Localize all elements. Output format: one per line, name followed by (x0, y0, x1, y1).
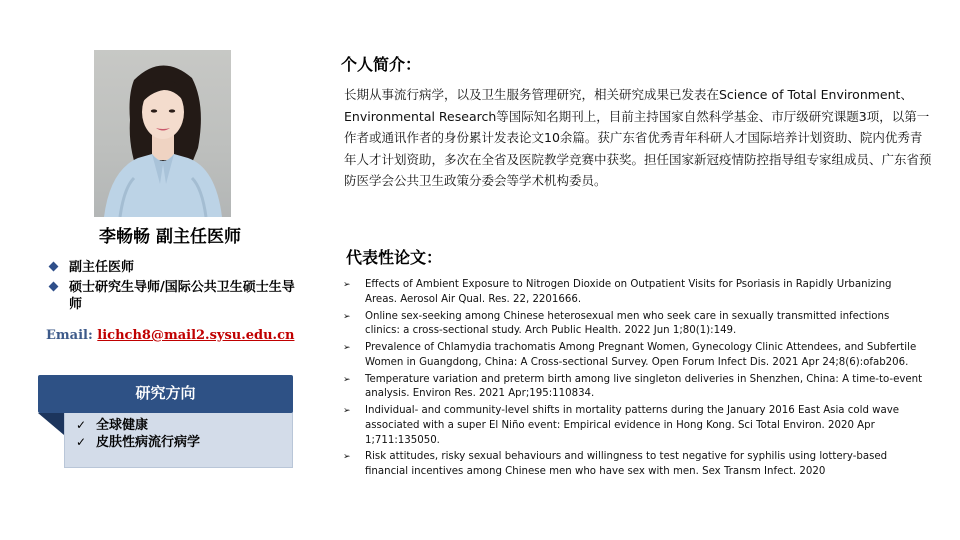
arrow-bullet-icon: ➢ (343, 280, 351, 290)
paper-item (343, 450, 925, 480)
arrow-bullet-icon: ➢ (343, 406, 351, 416)
diamond-bullet-icon (49, 282, 59, 292)
arrow-bullet-icon: ➢ (343, 374, 351, 385)
paper-item (343, 310, 925, 340)
doctor-name: 李畅畅 副主任医师 (99, 227, 241, 247)
check-icon: ✓ (76, 435, 87, 449)
title-item (46, 259, 306, 276)
title-text: 副主任医师 (69, 260, 135, 275)
paper-citation: Individual- and community-level shifts in mortality patterns during the January 2016 East Asia cold wave associated with a super El Niño event: Empirical evidence in Hong Kong. Sci Total Environ. 2020 Apr 1;711:135050. (365, 405, 900, 446)
intro-text: 长期从事流行病学，以及卫生服务管理研究，相关研究成果已发表在Science of Total Environment、Environmental Research等国际知名期刊上，目前主持国家自然科学基金、市厅级研究课题3项，以第一作者或通讯作者的身份累计发表论文10余篇。获广东省优秀青年科研人才国际培养计划资助、院内优秀青年人才计划资助，多次在全省及医院教学竞赛中获奖。担任国家新冠疫情防控指导组专家组成员、广东省预防医学会公共卫生政策分委会等学术机构委员。 (344, 87, 932, 188)
paper-citation: Risk attitudes, risky sexual behaviours and willingness to test negative for syphilis using lottery-based financial incentives among Chinese men who have sex with men. Sex Transm Infect. 2020 (365, 451, 888, 478)
intro-heading: 个人简介： (341, 55, 422, 74)
ribbon-fold (38, 413, 64, 435)
paper-citation: Effects of Ambient Exposure to Nitrogen Dioxide on Outpatient Visits for Psoriasis in Rapidly Urbanizing Areas. Aerosol Air Qual. Res. 22, 2201666. (365, 279, 892, 305)
research-item (76, 434, 200, 451)
research-item-label: 皮肤性病流行病学 (96, 435, 201, 450)
paper-item (343, 341, 925, 371)
title-list (46, 259, 306, 314)
email-line (46, 328, 294, 343)
email-link[interactable]: lichch8@mail2.sysu.edu.cn (97, 328, 295, 343)
paper-item (343, 404, 925, 449)
research-list (76, 417, 200, 451)
title-text: 硕士研究生导师/国际公共卫生硕士生导师 (69, 280, 295, 312)
title-item (46, 279, 306, 313)
email-label: Email: (46, 328, 93, 343)
profile-photo (94, 50, 231, 217)
arrow-bullet-icon: ➢ (343, 311, 351, 322)
diamond-bullet-icon (49, 262, 59, 272)
check-icon: ✓ (76, 418, 87, 432)
arrow-bullet-icon: ➢ (343, 343, 351, 353)
portrait-illustration (94, 50, 231, 217)
paper-item (343, 373, 925, 403)
research-item-label: 全球健康 (96, 418, 149, 433)
paper-citation: Temperature variation and preterm birth among live singleton deliveries in Shenzhen, China: A time-to-event analysis. Environ Res. 2021 Apr;195:110834. (365, 373, 923, 400)
papers-list (343, 278, 925, 482)
research-header: 研究方向 (38, 375, 293, 413)
paper-citation: Online sex-seeking among Chinese heterosexual men who seek care in sexually transmitted infections clinics: a cross-sectional study. Arch Public Health. 2022 Jun 1;80(1):149. (365, 310, 890, 337)
paper-item (343, 278, 925, 308)
papers-heading: 代表性论文： (346, 248, 443, 267)
arrow-bullet-icon: ➢ (343, 452, 351, 463)
paper-citation: Prevalence of Chlamydia trachomatis Among Pregnant Women, Gynecology Clinic Attendees, and Subfertile Women in Guangdong, China: A Cross-sectional Survey. Open Forum Infect Dis. 2021 Apr 24;8(6):ofab206. (365, 342, 917, 368)
research-item (76, 417, 200, 434)
